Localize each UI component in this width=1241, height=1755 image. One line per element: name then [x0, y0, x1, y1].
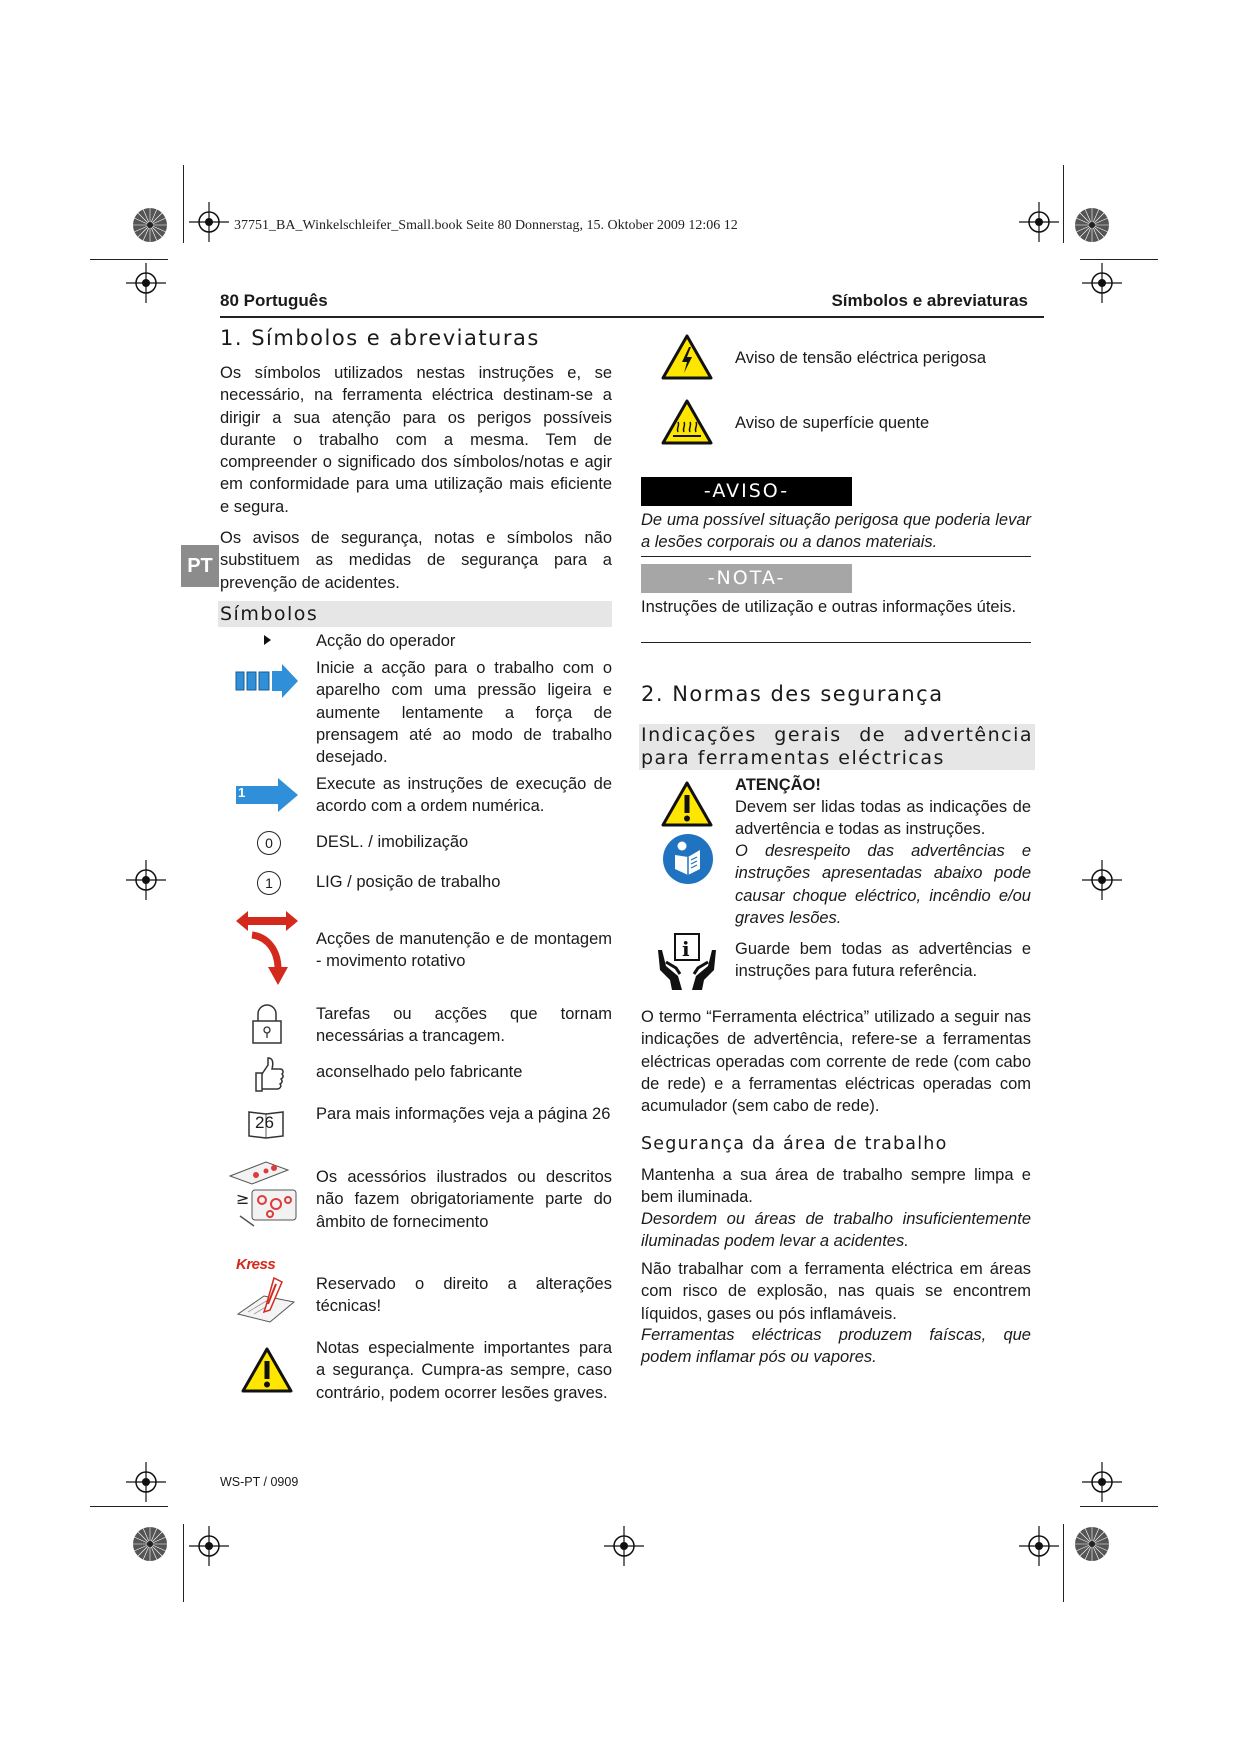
svg-text:i: i	[682, 937, 690, 961]
off-switch-icon: 0	[257, 831, 281, 855]
crop-mark	[90, 259, 168, 260]
page-header-right: Símbolos e abreviaturas	[831, 291, 1028, 310]
warning-triangle-icon	[660, 780, 714, 828]
registration-mark-icon	[189, 1526, 229, 1566]
registration-mark-icon	[1019, 1526, 1059, 1566]
high-voltage-icon	[660, 333, 714, 381]
color-rosette-icon	[132, 1526, 168, 1562]
crop-mark	[1063, 165, 1064, 243]
on-switch-icon: 1	[257, 871, 281, 895]
color-rosette-icon	[1074, 1526, 1110, 1562]
page-header-left: 80 Português	[220, 291, 328, 310]
section-1-title: 1. Símbolos e abreviaturas	[220, 326, 540, 350]
rotation-arrows-icon	[234, 911, 300, 987]
header-rule	[220, 316, 1044, 318]
section-2-subheading: Indicações gerais de advertência para ferramentas eléctricas	[641, 724, 1033, 769]
aviso-label: -AVISO-	[641, 477, 852, 506]
symbol-text: Reservado o direito a alterações técnicas!	[316, 1275, 612, 1316]
symbol-text: Execute as instruções de execução de acordo com a ordem numérica.	[316, 775, 612, 816]
registration-mark-icon	[126, 1462, 166, 1502]
svg-text:≥: ≥	[236, 1189, 250, 1208]
crop-mark	[1080, 1506, 1158, 1507]
accessories-icon	[226, 1156, 306, 1232]
registration-mark-icon	[1082, 263, 1122, 303]
symbol-text: DESL. / imobilização	[316, 833, 469, 851]
section-1-para-1: Os símbolos utilizados nestas instruções e, se necessário, na ferramenta eléctrica destinam-se a dirigir a sua atenção para os perigos possíveis durante o trabalho com a mesma. Tem de compreender o significado dos símbolos/notas e agir em conformidade para uma utilização mais eficiente e segura.	[220, 364, 612, 516]
nota-text: Instruções de utilização e outras informações úteis.	[641, 598, 1017, 616]
workarea-para-2: Não trabalhar com a ferramenta eléctrica em áreas com risco de explosão, nas quais se encontrem líquidos, gases ou pós inflamáveis.	[641, 1260, 1031, 1323]
nota-label: -NOTA-	[641, 564, 852, 593]
thumbs-up-icon	[250, 1055, 286, 1095]
aviso-text: De uma possível situação perigosa que poderia levar a lesões corporais ou a danos materiais.	[641, 511, 1031, 552]
pressure-arrow-icon	[234, 663, 300, 699]
kress-document-icon: Kress	[234, 1256, 302, 1326]
atencao-text: Devem ser lidas todas as indicações de advertência e todas as instruções.	[735, 798, 1031, 839]
print-slug: 37751_BA_Winkelschleifer_Small.book Seite 80 Donnerstag, 15. Oktober 2009 12:06 12	[234, 218, 738, 233]
crop-mark	[90, 1506, 168, 1507]
symbol-text: Os acessórios ilustrados ou descritos não fazem obrigatoriamente parte do âmbito de fornecimento	[316, 1168, 612, 1231]
atencao-title: ATENÇÃO!	[735, 776, 821, 794]
symbol-text: Acções de manutenção e de montagem - movimento rotativo	[316, 930, 612, 971]
symbol-text: Para mais informações veja a página 26	[316, 1105, 611, 1123]
numbered-arrow-icon: 1	[234, 777, 300, 813]
keep-instructions-icon	[656, 932, 718, 992]
section-1-para-2: Os avisos de segurança, notas e símbolos não substituem as medidas de segurança para a prevenção de acidentes.	[220, 529, 612, 592]
registration-mark-icon	[1082, 860, 1122, 900]
crop-mark	[183, 1524, 184, 1602]
symbol-text: Notas especialmente importantes para a segurança. Cumpra-as sempre, caso contrário, podem ocorrer lesões graves.	[316, 1339, 612, 1402]
registration-mark-icon	[189, 202, 229, 242]
registration-mark-icon	[1082, 1462, 1122, 1502]
workarea-para-1-italic: Desordem ou áreas de trabalho insuficientemente iluminadas podem levar a acidentes.	[641, 1210, 1031, 1251]
symbols-heading: Símbolos	[218, 601, 612, 627]
page-footer: WS-PT / 0909	[220, 1475, 299, 1489]
symbol-text: aconselhado pelo fabricante	[316, 1063, 523, 1081]
color-rosette-icon	[132, 207, 168, 243]
symbol-text: Tarefas ou acções que tornam necessárias a trancagem.	[316, 1005, 612, 1046]
symbol-text: LIG / posição de trabalho	[316, 873, 501, 891]
keep-text: Guarde bem todas as advertências e instruções para futura referência.	[735, 940, 1031, 981]
registration-mark-icon	[604, 1526, 644, 1566]
right-symbol-text: Aviso de superfície quente	[735, 414, 930, 432]
language-tab: PT	[181, 545, 219, 587]
symbol-text: Inicie a acção para o trabalho com o aparelho com uma pressão ligeira e aumente lentamente a força de prensagem até ao modo de trabalho desejado.	[316, 659, 612, 767]
triangle-bullet-icon	[262, 633, 274, 647]
section-2-title: 2. Normas des segurança	[641, 682, 944, 706]
crop-mark	[183, 165, 184, 243]
warning-triangle-icon	[240, 1346, 294, 1394]
nota-rule	[641, 642, 1031, 643]
right-symbol-text: Aviso de tensão eléctrica perigosa	[735, 349, 987, 367]
book-page-icon: 26	[246, 1108, 286, 1140]
hot-surface-icon	[660, 398, 714, 446]
crop-mark	[1080, 259, 1158, 260]
workarea-para-2-italic: Ferramentas eléctricas produzem faíscas, que podem inflamar pós ou vapores.	[641, 1326, 1031, 1367]
aviso-rule	[641, 556, 1031, 557]
term-paragraph: O termo “Ferramenta eléctrica” utilizado a seguir nas indicações de advertência, refere-se a ferramentas eléctricas operadas com corrente de rede (com cabo de rede) e a ferramentas eléctricas operadas com acumulador (sem cabo de rede).	[641, 1008, 1031, 1116]
padlock-icon	[250, 1003, 284, 1045]
registration-mark-icon	[126, 263, 166, 303]
workarea-para-1: Mantenha a sua área de trabalho sempre limpa e bem iluminada.	[641, 1166, 1031, 1207]
atencao-italic: O desrespeito das advertências e instruções apresentadas abaixo pode causar choque eléctrico, incêndio e/ou graves lesões.	[735, 842, 1031, 927]
color-rosette-icon	[1074, 207, 1110, 243]
symbol-text: Acção do operador	[316, 632, 456, 650]
read-manual-icon	[662, 833, 714, 885]
registration-mark-icon	[1019, 202, 1059, 242]
crop-mark	[1063, 1524, 1064, 1602]
workarea-heading: Segurança da área de trabalho	[641, 1134, 948, 1154]
registration-mark-icon	[126, 860, 166, 900]
